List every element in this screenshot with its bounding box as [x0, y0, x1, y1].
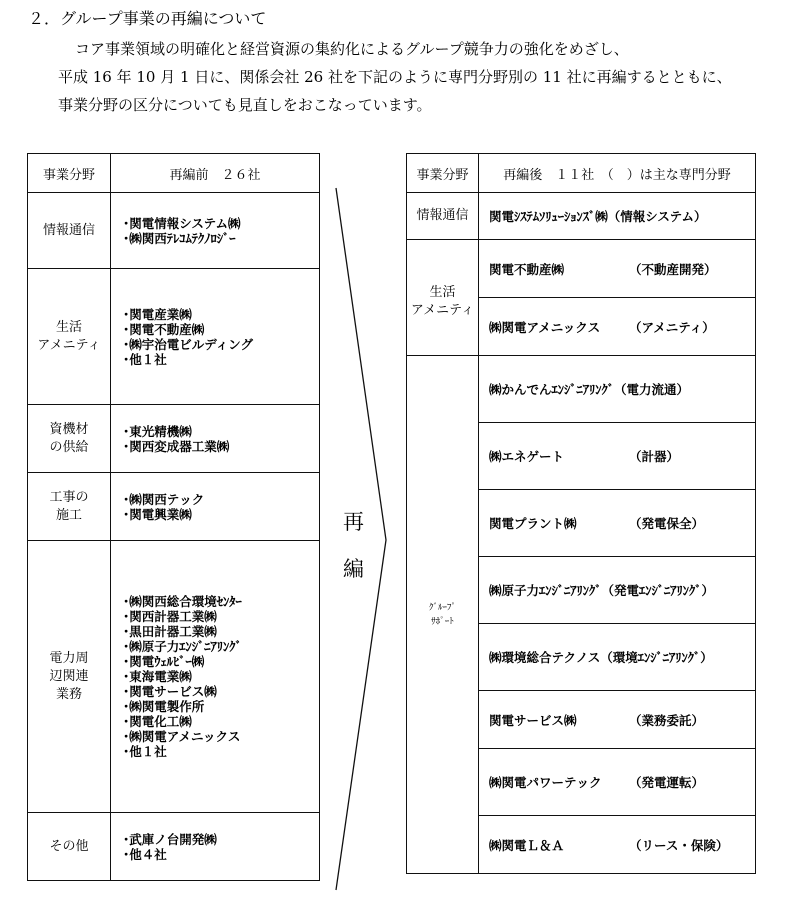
table-header-row [28, 154, 320, 193]
company-item: ･㈱宇治電ビルディング [123, 336, 254, 352]
company-cell [479, 240, 756, 298]
specialty-field: （発電ｴﾝｼﾞﾆｱﾘﾝｸﾞ） [601, 583, 715, 598]
company-item: ･㈱関電アメニックス [123, 729, 241, 744]
company-item: ･関西変成器工業㈱ [123, 438, 230, 454]
reorg-label-char-2: 編 [343, 557, 364, 581]
table-header-row [407, 154, 756, 193]
specialty-field: （電力流通） [614, 382, 690, 397]
specialty-field: （環境ｴﾝｼﾞﾆｱﾘﾝｸﾞ） [600, 650, 713, 665]
company-name: ㈱エネゲート [489, 449, 565, 464]
company-item: ･東海電業㈱ [123, 669, 192, 684]
header-after-count: 再編後 １１社 （ ）は主な専門分野 [479, 154, 756, 193]
company-name: ㈱関電Ｌ＆Ａ [489, 837, 565, 853]
company-list [111, 193, 320, 269]
company-cell [479, 749, 756, 816]
company-cell [479, 691, 756, 749]
category-cell: 情報通信 [407, 193, 479, 240]
company-item: ･他１社 [123, 744, 167, 759]
table-row [407, 193, 756, 240]
category-cell: 電力周 辺関連 業務 [28, 541, 111, 813]
table-row [407, 240, 756, 298]
category-cell: ｸﾞﾙｰﾌﾟ ｻﾎﾟｰﾄ [407, 356, 479, 874]
category-cell: 資機材 の供給 [28, 405, 111, 473]
category-cell: その他 [28, 813, 111, 881]
specialty-field: （発電運転） [629, 775, 705, 790]
company-name: ㈱関電アメニックス [489, 319, 601, 335]
table-row [28, 269, 320, 405]
company-item: ･関電興業㈱ [123, 506, 192, 522]
company-item: ･関電ｳｪﾙﾋﾞｰ㈱ [123, 654, 205, 669]
company-item: ･他１社 [123, 351, 167, 367]
specialty-field: （情報システム） [607, 209, 707, 224]
company-item: ･関電産業㈱ [123, 306, 192, 322]
company-list [111, 473, 320, 541]
intro-paragraph-line-2: 平成 16 年 10 月 1 日に、関係会社 26 社を下記のように専門分野別の 11 社に再編するとともに、 [58, 68, 732, 86]
header-before-count: 再編前 ２６社 [111, 154, 320, 193]
company-cell [479, 423, 756, 490]
company-item: ･㈱関電製作所 [123, 699, 205, 714]
reorg-label-char-1: 再 [343, 510, 364, 534]
before-reorg-table [27, 153, 320, 881]
company-item: ･武庫ノ台開発㈱ [123, 831, 217, 847]
company-item: ･㈱原子力ｴﾝｼﾞﾆｱﾘﾝｸﾞ [123, 639, 242, 654]
company-name: 関電サービス㈱ [489, 712, 577, 728]
table-row [407, 356, 756, 423]
category-cell: 情報通信 [28, 193, 111, 269]
specialty-field: （アメニティ） [629, 319, 715, 335]
company-cell [479, 557, 756, 624]
company-item: ･他４社 [123, 846, 167, 862]
specialty-field: （リース・保険） [629, 837, 729, 853]
company-list [111, 813, 320, 881]
company-name: 関電不動産㈱ [489, 261, 565, 277]
company-name: ㈱かんでんｴﾝｼﾞﾆｱﾘﾝｸﾞ [489, 382, 615, 397]
company-item: ･関電不動産㈱ [123, 321, 205, 337]
category-cell: 工事の 施工 [28, 473, 111, 541]
after-reorg-table [406, 153, 756, 874]
company-item: ･㈱関西ﾃﾚｺﾑﾃｸﾉﾛｼﾞｰ [123, 230, 236, 246]
company-name: ㈱関電パワーテック [489, 775, 602, 790]
specialty-field: （不動産開発） [629, 261, 717, 277]
category-cell: 生活 アメニティ [407, 240, 479, 356]
company-item: ･関西計器工業㈱ [123, 609, 217, 624]
header-business-field: 事業分野 [28, 154, 111, 193]
company-item: ･㈱関西総合環境ｾﾝﾀｰ [123, 594, 242, 609]
company-cell [479, 298, 756, 356]
company-list [111, 405, 320, 473]
table-row [28, 473, 320, 541]
table-row [28, 813, 320, 881]
company-cell [479, 490, 756, 557]
company-cell [479, 193, 756, 240]
company-cell [479, 624, 756, 691]
intro-paragraph-line-1: コア事業領域の明確化と経営資源の集約化によるグループ競争力の強化をめざし、 [75, 40, 629, 58]
intro-paragraph-line-3: 事業分野の区分についても見直しをおこなっています。 [58, 96, 432, 114]
company-cell [479, 356, 756, 423]
table-row [28, 193, 320, 269]
table-row [28, 541, 320, 813]
header-business-field: 事業分野 [407, 154, 479, 193]
company-item: ･関電サービス㈱ [123, 684, 217, 699]
company-name: 関電ｼｽﾃﾑｿﾘｭｰｼｮﾝｽﾞ㈱ [489, 209, 608, 224]
company-cell [479, 816, 756, 874]
category-cell: 生活 アメニティ [28, 269, 111, 405]
company-name: ㈱環境総合テクノス [489, 650, 601, 665]
company-item: ･㈱関西テック [123, 491, 205, 507]
company-list [111, 269, 320, 405]
company-name: ㈱原子力ｴﾝｼﾞﾆｱﾘﾝｸﾞ [489, 583, 602, 598]
specialty-field: （計器） [629, 449, 680, 464]
company-list [111, 541, 320, 813]
company-item: ･東光精機㈱ [123, 423, 192, 439]
company-name: 関電プラント㈱ [489, 516, 577, 531]
company-item: ･関電化工㈱ [123, 714, 192, 729]
company-item: ･黒田計器工業㈱ [123, 624, 217, 639]
specialty-field: （発電保全） [629, 516, 705, 531]
company-item: ･関電情報システム㈱ [123, 215, 241, 231]
specialty-field: （業務委託） [629, 712, 705, 728]
reorg-arrow [334, 186, 392, 894]
table-row [28, 405, 320, 473]
section-heading: ２．グループ事業の再編について [28, 9, 267, 28]
